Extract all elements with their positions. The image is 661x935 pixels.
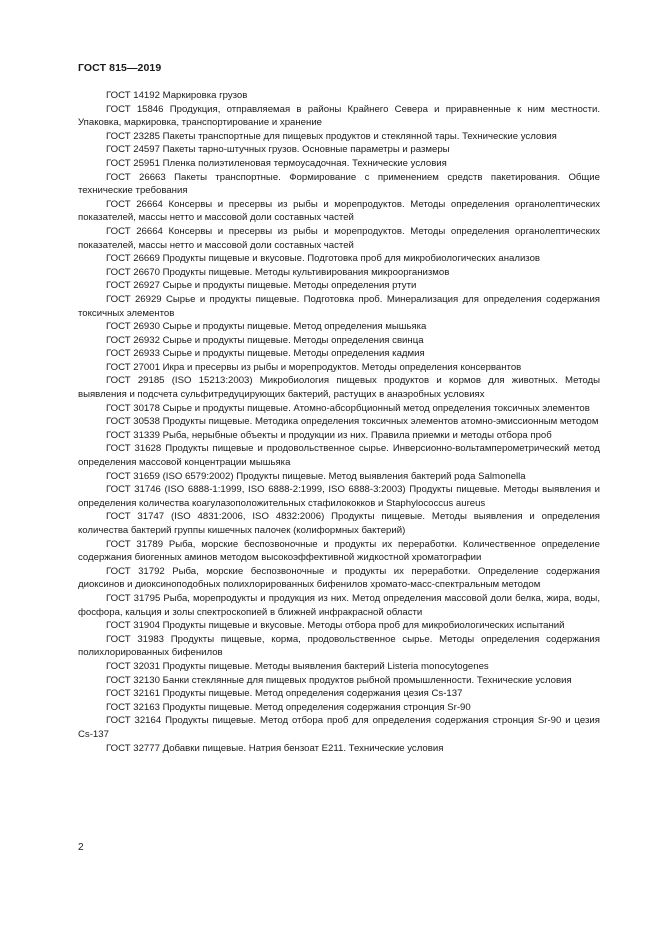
reference-entry: ГОСТ 26932 Сырье и продукты пищевые. Методы определения свинца bbox=[106, 334, 424, 346]
reference-entry: ГОСТ 32161 Продукты пищевые. Метод определения содержания цезия Cs-137 bbox=[106, 688, 463, 700]
reference-entry: ГОСТ 32163 Продукты пищевые. Метод определения содержания стронция Sr-90 bbox=[106, 701, 471, 713]
reference-entry: ГОСТ 27001 Икра и пресервы из рыбы и морепродуктов. Методы определения консервантов bbox=[106, 361, 522, 373]
reference-entry: ГОСТ 24597 Пакеты тарно-штучных грузов. Основные параметры и размеры bbox=[106, 144, 450, 156]
reference-entry: ГОСТ 31659 (ISO 6579:2002) Продукты пищевые. Метод выявления бактерий рода Salmonella bbox=[106, 470, 526, 482]
reference-entry: ГОСТ 31747 (ISO 4831:2006, ISO 4832:2006) Продукты пищевые. Методы выявления и определения количества бактерий группы кишечных палочек (колиформных бактерий) bbox=[78, 511, 600, 536]
reference-entry: ГОСТ 26930 Сырье и продукты пищевые. Метод определения мышьяка bbox=[106, 321, 427, 333]
reference-entry: ГОСТ 31983 Продукты пищевые, корма, продовольственное сырье. Методы определения содержания полихлорированных бифенилов bbox=[78, 633, 600, 659]
reference-entry: ГОСТ 31904 Продукты пищевые и вкусовые. Методы отбора проб для микробиологических испытаний bbox=[106, 620, 565, 632]
reference-entry: ГОСТ 26669 Продукты пищевые и вкусовые. Подготовка проб для микробиологических анализов bbox=[106, 253, 541, 265]
reference-entry: ГОСТ 26664 Консервы и пресервы из рыбы и морепродуктов. Методы определения органолептических показателей, массы нетто и массовой доли составных частей bbox=[78, 198, 600, 224]
page-number: 2 bbox=[78, 842, 84, 853]
reference-entry: ГОСТ 14192 Маркировка грузов bbox=[106, 90, 248, 101]
reference-entry: ГОСТ 26663 Пакеты транспортные. Формирование с применением средств пакетирования. Общие технические требования bbox=[78, 171, 600, 197]
reference-entry: ГОСТ 32031 Продукты пищевые. Методы выявления бактерий Listeria monocytogenes bbox=[106, 660, 489, 672]
reference-entry: ГОСТ 32777 Добавки пищевые. Натрия бензоат Е211. Технические условия bbox=[106, 742, 444, 754]
reference-entry: ГОСТ 15846 Продукция, отправляемая в районы Крайнего Севера и приравненные к ним местности. Упаковка, маркировка, транспортирование и хранение bbox=[78, 103, 600, 129]
reference-entry: ГОСТ 25951 Пленка полиэтиленовая термоусадочная. Технические условия bbox=[106, 157, 447, 169]
reference-entry: ГОСТ 26933 Сырье и продукты пищевые. Методы определения кадмия bbox=[106, 348, 425, 360]
reference-entry: ГОСТ 31746 (ISO 6888-1:1999, ISO 6888-2:1999, ISO 6888-3:2003) Продукты пищевые. Методы выявления и определения количества коагулазоположительных стафилококков и Staphylococcus aureus bbox=[78, 484, 600, 509]
reference-entry: ГОСТ 31628 Продукты пищевые и продовольственное сырье. Инверсионно-вольтамперометрический метод определения массовой концентрации мышьяка bbox=[78, 443, 600, 469]
reference-entry: ГОСТ 32164 Продукты пищевые. Метод отбора проб для определения содержания стронция Sr-90 и цезия Cs-137 bbox=[78, 715, 600, 740]
document-header: ГОСТ 815—2019 bbox=[78, 62, 162, 74]
reference-entry: ГОСТ 31795 Рыба, морепродукты и продукция из них. Метод определения массовой доли белка, жира, воды, фосфора, кальция и золы спектроскопией в ближней инфракрасной области bbox=[78, 592, 600, 618]
reference-entry: ГОСТ 26929 Сырье и продукты пищевые. Подготовка проб. Минерализация для определения содержания токсичных элементов bbox=[78, 293, 600, 319]
reference-entry: ГОСТ 23285 Пакеты транспортные для пищевых продуктов и стеклянной тары. Технические условия bbox=[106, 130, 557, 142]
reference-entry: ГОСТ 26664 Консервы и пресервы из рыбы и морепродуктов. Методы определения органолептических показателей, массы нетто и массовой доли составных частей bbox=[78, 225, 600, 251]
reference-entry: ГОСТ 26927 Сырье и продукты пищевые. Методы определения ртути bbox=[106, 280, 417, 292]
reference-entry: ГОСТ 30178 Сырье и продукты пищевые. Атомно-абсорбционный метод определения токсичных элементов bbox=[106, 402, 590, 414]
reference-entry: ГОСТ 26670 Продукты пищевые. Методы культивирования микроорганизмов bbox=[106, 266, 450, 278]
normative-references-list bbox=[78, 89, 600, 755]
reference-entry: ГОСТ 29185 (ISO 15213:2003) Микробиология пищевых продуктов и кормов для животных. Методы выявления и подсчета сульфитредуцирующих бактерий, растущих в анаэробных условиях bbox=[78, 375, 600, 401]
reference-entry: ГОСТ 30538 Продукты пищевые. Методика определения токсичных элементов атомно-эмиссионным методом bbox=[106, 416, 599, 428]
reference-entry: ГОСТ 32130 Банки стеклянные для пищевых продуктов рыбной промышленности. Технические условия bbox=[106, 674, 572, 686]
reference-entry: ГОСТ 31789 Рыба, морские беспозвоночные и продукты их переработки. Количественное определение содержания биогенных аминов методом высокоэффективной жидкостной хроматографии bbox=[78, 538, 600, 564]
reference-entry: ГОСТ 31339 Рыба, нерыбные объекты и продукции из них. Правила приемки и методы отбора проб bbox=[106, 429, 552, 441]
reference-entry: ГОСТ 31792 Рыба, морские беспозвоночные и продукты их переработки. Определение содержания диоксинов и диоксиноподобных полихлорированных бифенилов хромато-масс-спектральным методом bbox=[78, 565, 600, 591]
